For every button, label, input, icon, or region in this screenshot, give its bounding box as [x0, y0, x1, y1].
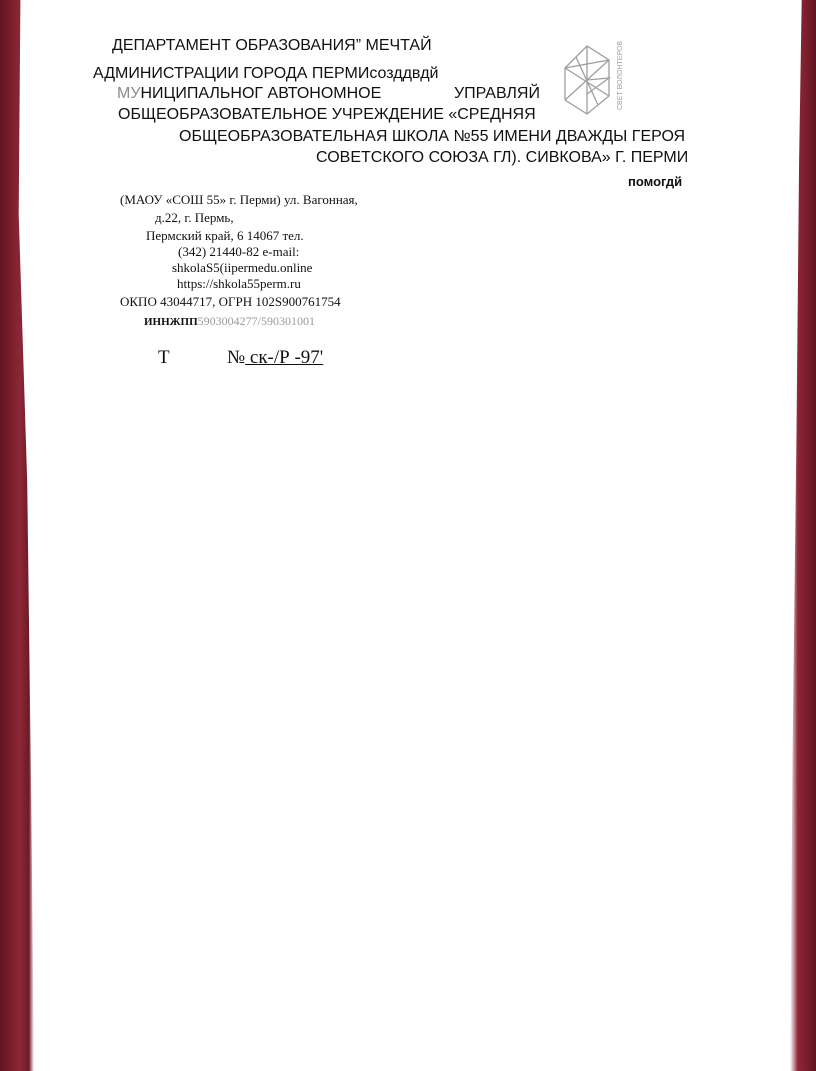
header-line-4: ОБЩЕОБРАЗОВАТЕЛЬНОЕ УЧРЕЖДЕНИЕ «СРЕДНЯЯ — [118, 106, 536, 123]
header-line-3 — [117, 84, 381, 104]
header-line-3-main: НИЦИПАЛЬНОГ АВТОНОМНОЕ — [140, 85, 382, 102]
number-sign: № — [227, 347, 246, 368]
inn-label: ИННЖПП — [144, 316, 198, 328]
header-line-7: помогдй — [628, 174, 683, 189]
logo-caption: СВЕТ ВОЛОНТЕРОВ — [617, 40, 624, 110]
address-website: https://shkola55perm.ru — [177, 276, 301, 291]
right-decorative-border — [790, 0, 816, 1071]
address-line-3: Пермский край, 6 14067 тел. — [146, 228, 304, 243]
number-value: ск-/Р -97' — [245, 347, 324, 368]
address-email: shkolaS5(iipermedu.online — [172, 260, 313, 275]
address-line-4: (342) 21440-82 e-mail: — [178, 244, 300, 259]
reference-number — [227, 347, 323, 369]
inn-value: 5903004277/590301001 — [197, 314, 316, 328]
address-line-2: д.22, г. Пермь, — [155, 210, 234, 225]
address-inn-kpp — [144, 313, 315, 330]
address-okpo-ogrn: ОКПО 43044717, ОГРН 102S900761754 — [120, 294, 341, 309]
volunteer-logo-icon — [557, 38, 631, 120]
header-line-3-right: УПРАВЛЯЙ — [454, 85, 540, 102]
address-line-1: (МАОУ «СОШ 55» г. Перми) ул. Вагонная, — [120, 192, 358, 207]
header-line-3-prefix: МУ — [117, 85, 141, 102]
header-line-2: АДМИНИСТРАЦИИ ГОРОДА ПЕРМИсозддвдй — [93, 65, 439, 82]
left-decorative-border — [0, 0, 34, 1071]
header-line-6: СОВЕТСКОГО СОЮЗА ГЛ). СИВКОВА» Г. ПЕРМИ — [316, 149, 689, 166]
header-line-5: ОБЩЕОБРАЗОВАТЕЛЬНАЯ ШКОЛА №55 ИМЕНИ ДВАЖДЫ ГЕРОЯ — [179, 128, 686, 145]
reference-letter: Т — [158, 347, 170, 368]
header-line-1: ДЕПАРТАМЕНТ ОБРАЗОВАНИЯ” МЕЧТАЙ — [112, 37, 432, 54]
